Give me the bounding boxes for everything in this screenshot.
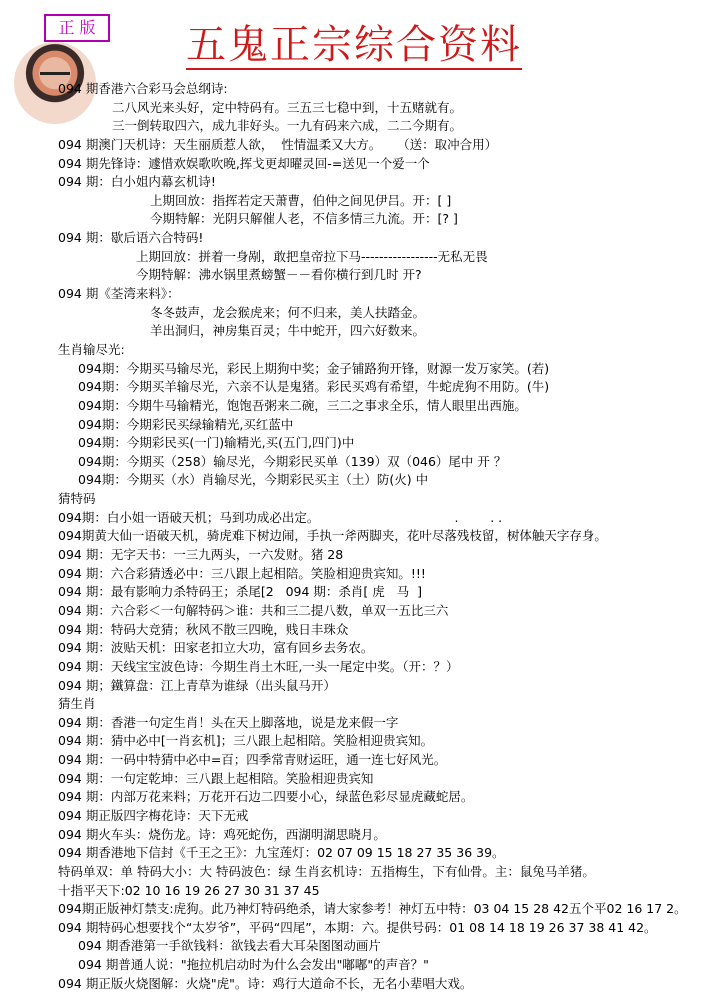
text-line: 094期：白小姐一语破天机；马到功成必出定。 . . . [58,509,503,525]
text-line: 094 期：内部万花来料；万花开石边二四要小心，绿蓝色彩尽显虎藏蛇居。 [58,789,474,805]
text-line: 094期：今期买马输尽光，彩民上期狗中奖；金子铺路狗开锋，财源一发万家笑。(若) [78,360,550,376]
text-line: 094期正版神灯禁支:虎狗。此乃神灯特码绝杀，请大家参考！神灯五中特：03 04 15 28 42五个平02 16 17 2。 [58,901,687,917]
authentic-badge: 正 版 [44,14,110,42]
text-line: 094 期：香港一句定生肖！头在天上脚落地，说是龙来假一字 [58,714,399,730]
text-line: 二八风光来头好，定中特码有。三五三七稳中到，十五赌就有。 [112,99,463,115]
text-line: 094 期正版火烧图解：火烧"虎"。诗：鸡行大道命不长，无名小辈唱大戏。 [58,975,473,991]
text-line: 094 期：天线宝宝波色诗：今期生肖土木旺,一头一尾定中奖。（开：？） [58,658,459,674]
text-line: 094 期：六合彩猜透必中：三八跟上起相陪。笑脸相迎贵宾知。!!! [58,565,426,581]
text-line: 094期：今期彩民买绿输精光,买红蓝中 [78,416,294,432]
text-line: 094 期：无字天书：一三九两头，一六发财。猪 28 [58,547,344,563]
text-line: 094 期：一句定乾坤：三八跟上起相陪。笑脸相迎贵宾知 [58,770,374,786]
text-line: 十指平天下:02 10 16 19 26 27 30 31 37 45 [58,882,320,898]
text-line: 094 期正版四字梅花诗：天下无戒 [58,807,249,823]
text-line: 猜生肖 [58,696,96,712]
text-line: 094 期火车头：烧伤龙。诗：鸡死蛇伤，西湖明湖思晓月。 [58,826,386,842]
page-title: 五鬼正宗综合资料 [186,22,522,68]
text-line: 094 期：六合彩＜一句解特码＞谁：共和三二提八数，单双一五比三六 [58,602,449,618]
text-line: 094期黄大仙一语破天机，骑虎难下树边闹，手执一斧两脚夹，花叶尽落残枝留，树体触天字存身。 [58,528,607,544]
text-line: 094 期香港地下信封《千王之王》：九宝莲灯：02 07 09 15 18 27 35 36 39。 [58,845,505,861]
text-line: 冬冬鼓声，龙会猴虎来；何不归来，美人扶踏金。 [150,304,426,320]
text-line: 094 期香港第一手欲钱料：欲钱去看大耳朵图图动画片 [78,938,381,954]
text-line: 094 期普通人说："拖拉机启动时为什么会发出"嘟嘟"的声音？" [78,957,429,973]
text-line: 094期：今期买（水）肖输尽光，今期彩民买主（土）防(火) 中 [78,472,429,488]
text-line: 094 期澳门天机诗：天生丽质惹人欲， 性情温柔又大方。 （送：取冲合用） [58,136,498,152]
document-body [0,80,720,993]
text-line: 今期特解：光阴只解催人老，不信多情三九流。开：[? ] [150,211,458,227]
text-line: 特码单双：单 特码大小：大 特码波色：绿 生肖玄机诗：五指梅生，下有仙骨。主：鼠兔马羊猪。 [58,863,595,879]
text-line: 094期：今期买羊输尽光，六亲不认是鬼猪。彩民买鸡有希望，牛蛇虎狗不用防。(牛) [78,379,550,395]
text-line: 094 期：白小姐内幕玄机诗! [58,174,216,190]
text-line: 094期：今期牛马输精光，饱饱吾粥来二碗，三二之事求全乐，情人眼里出西施。 [78,397,527,413]
text-line: 094 期先锋诗：遽惜欢娱歌吹晚,挥戈更却曜灵回-=送见一个爱一个 [58,155,430,171]
text-line: 094 期：波贴天机：田家老扣立大功，富有回乡去务农。 [58,640,374,656]
text-line: 094 期：特码大竞猜；秋风不散三四晚，贱日丰珠众 [58,621,349,637]
text-line: 094 期特码心想要找个“太岁爷”，平码“四尾”，本期：六。提供号码：01 08 14 18 19 26 37 38 41 42。 [58,919,657,935]
text-line: 094 期：最有影响力杀特码王；杀尾[2 094 期：杀肖[ 虎 马 ] [58,584,423,600]
text-line: 094期：今期买（258）输尽光，今期彩民买单（139）双（046）尾中 开 ？ [78,453,507,469]
text-line: 上期回放：指挥若定天萧曹，伯仲之间见伊吕。开：[ ] [150,192,452,208]
text-line: 094 期香港六合彩马会总纲诗: [58,81,228,96]
text-line: 羊出洞归，神房集百灵；牛中蛇开，四六好数来。 [150,323,426,339]
text-line: 猜特码 [58,491,96,507]
text-line: 094 期《荃湾来料》： [58,286,180,302]
text-line: 今期特解：沸水锅里煮螃蟹－－看你横行到几时 开? [136,267,422,283]
text-line: 094 期：歇后语六合特码! [58,230,204,246]
text-line: 生肖输尽光: [58,341,125,357]
text-line: 094 期；鐵算盘：江上青草为谁绿（出头鼠马开） [58,677,336,693]
text-line: 094 期：猜中必中[一肖玄机]；三八跟上起相陪。笑脸相迎贵宾知。 [58,733,434,749]
text-line: 上期回放：拼着一身剐，敢把皇帝拉下马-----------------无私无畏 [136,248,488,264]
text-line: 094期：今期彩民买(一门)输精光,买(五门,四门)中 [78,435,355,451]
text-line: 三一倒转取四六，成九非好头。一九有码来六成，二二今期有。 [112,118,463,134]
text-line: 094 期：一码中特猜中必中=百；四季常青财运旺，通一连七好风光。 [58,752,447,768]
